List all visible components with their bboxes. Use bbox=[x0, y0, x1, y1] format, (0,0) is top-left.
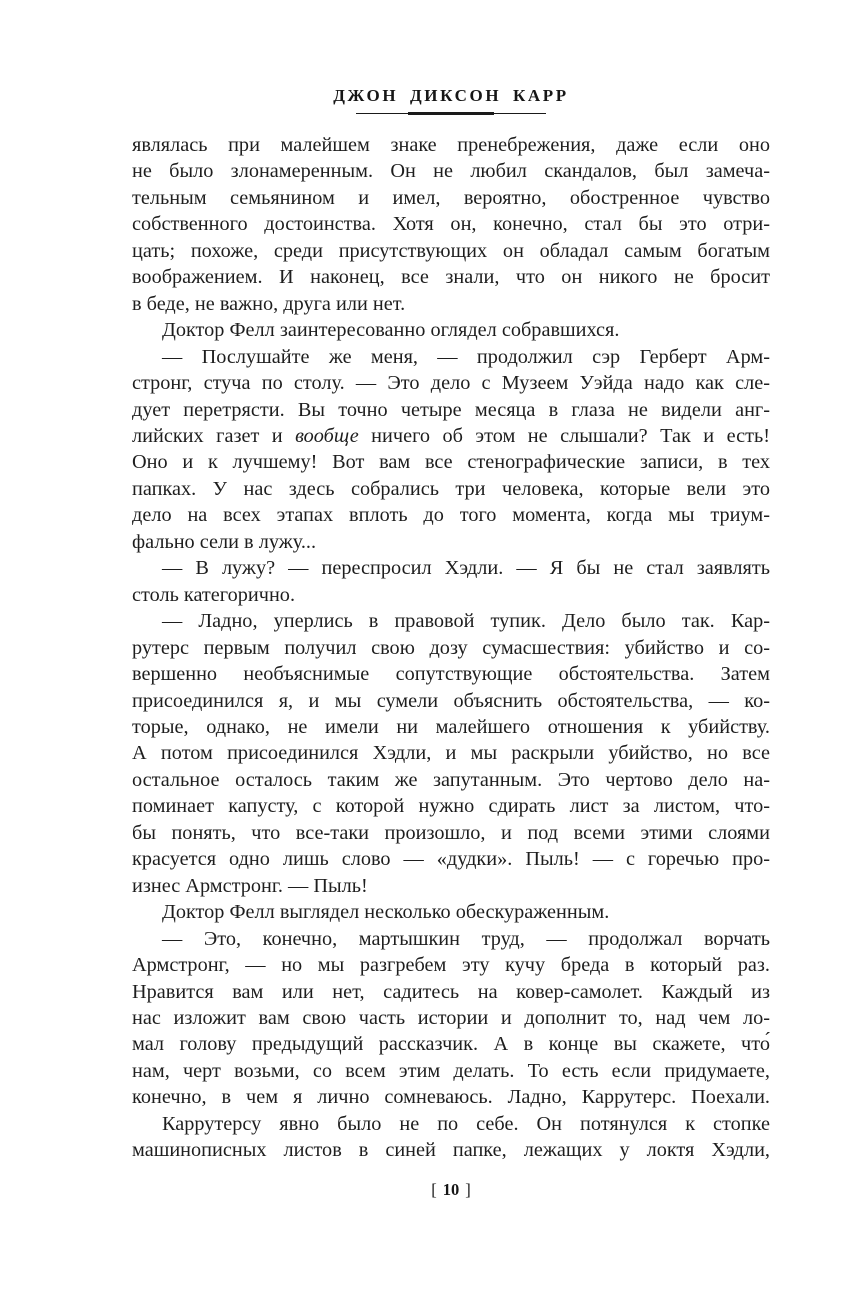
text-line bbox=[132, 661, 770, 687]
text-segment: Армстронг, — но мы разгребем эту кучу бреда в который раз. bbox=[132, 954, 770, 977]
text-segment: нас изложит вам свою часть истории и дополнит то, над чем ло- bbox=[132, 1006, 770, 1029]
text-segment: в беде, не важно, друга или нет. bbox=[132, 292, 406, 315]
text-segment: красуется одно лишь слово — «дудки». Пыль! — с горечью про- bbox=[132, 848, 770, 871]
text-segment: Доктор Фелл заинтересованно оглядел собравшихся. bbox=[162, 319, 620, 342]
text-line bbox=[132, 1084, 770, 1110]
text-segment: А потом присоединился Хэдли, и мы раскрыли убийство, но все bbox=[132, 742, 770, 765]
text-line bbox=[132, 740, 770, 766]
text-line bbox=[132, 714, 770, 740]
text-line bbox=[132, 952, 770, 978]
text-segment: мал голову предыдущий рассказчик. А в конце вы скажете, что́ bbox=[132, 1033, 770, 1056]
text-line bbox=[132, 158, 770, 184]
text-line bbox=[132, 397, 770, 423]
text-segment: цать; похоже, среди присутствующих он обладал самым богатым bbox=[132, 239, 770, 262]
text-segment: столь категорично. bbox=[132, 583, 296, 606]
page-number: 10 bbox=[442, 1180, 460, 1199]
text-line bbox=[132, 846, 770, 872]
text-segment: — Это, конечно, мартышкин труд, — продолжал ворчать bbox=[162, 927, 770, 950]
text-line bbox=[132, 211, 770, 237]
text-line bbox=[132, 582, 770, 608]
text-line bbox=[132, 1031, 770, 1057]
text-line bbox=[132, 899, 770, 925]
text-segment: Оно и к лучшему! Вот вам все стенографические записи, в тех bbox=[132, 451, 770, 474]
text-segment: конечно, в чем я лично сомневаюсь. Ладно, Каррутерс. Поехали. bbox=[132, 1086, 770, 1109]
text-segment: дело на всех этапах вплоть до того момента, когда мы триум- bbox=[132, 504, 770, 527]
text-segment: фально сели в лужу... bbox=[132, 530, 317, 553]
text-segment: — Ладно, уперлись в правовой тупик. Дело было так. Кар- bbox=[162, 610, 770, 633]
text-line bbox=[132, 476, 770, 502]
text-segment: Нравится вам или нет, садитесь на ковер-самолет. Каждый из bbox=[132, 980, 770, 1003]
text-line bbox=[132, 1005, 770, 1031]
text-line bbox=[132, 688, 770, 714]
text-segment: машинописных листов в синей папке, лежащих у локтя Хэдли, bbox=[132, 1139, 770, 1162]
text-segment: Каррутерсу явно было не по себе. Он потянулся к стопке bbox=[162, 1112, 770, 1135]
text-line bbox=[132, 926, 770, 952]
page-footer bbox=[132, 1180, 770, 1200]
text-line bbox=[132, 185, 770, 211]
text-segment: дует перетрясти. Вы точно четыре месяца в глаза не видели анг- bbox=[132, 398, 770, 421]
divider-thick-line bbox=[408, 112, 494, 115]
text-segment: являлась при малейшем знаке пренебрежения, даже если оно bbox=[132, 134, 770, 156]
text-line bbox=[132, 820, 770, 846]
text-segment: тельным семьянином и имел, вероятно, обостренное чувство bbox=[132, 186, 770, 209]
text-segment: нам, черт возьми, со всем этим делать. То есть если придумаете, bbox=[132, 1059, 770, 1082]
text-line bbox=[132, 608, 770, 634]
text-line bbox=[132, 370, 770, 396]
header-divider bbox=[356, 112, 546, 115]
text-segment: Доктор Фелл выглядел несколько обескураженным. bbox=[162, 901, 610, 924]
text-segment: папках. У нас здесь собрались три человека, которые вели это bbox=[132, 477, 770, 500]
text-line bbox=[132, 873, 770, 899]
text-segment: рутерс первым получил свою дозу сумасшествия: убийство и со- bbox=[132, 636, 770, 659]
text-line bbox=[132, 555, 770, 581]
text-segment: поминает капусту, с которой нужно сдирать лист за листом, что- bbox=[132, 795, 770, 818]
italic-text-segment: вообще bbox=[295, 424, 359, 447]
text-line bbox=[132, 317, 770, 343]
text-segment: бы понять, что все-таки произошло, и под всеми этими слоями bbox=[132, 821, 770, 844]
text-line bbox=[132, 979, 770, 1005]
text-line bbox=[132, 264, 770, 290]
text-line bbox=[132, 1058, 770, 1084]
running-head bbox=[132, 86, 770, 115]
body-text bbox=[132, 132, 770, 1164]
text-segment: лийских газет и bbox=[132, 424, 296, 447]
text-segment: вершенно необъяснимые сопутствующие обстоятельства. Затем bbox=[132, 663, 770, 686]
text-line bbox=[132, 291, 770, 317]
text-line bbox=[132, 1137, 770, 1163]
text-segment: стронг, стуча по столу. — Это дело с Музеем Уэйда надо как сле- bbox=[132, 372, 770, 395]
text-line bbox=[132, 449, 770, 475]
text-line bbox=[132, 132, 770, 158]
author-header: ДЖОН ДИКСОН КАРР bbox=[333, 86, 569, 105]
text-line bbox=[132, 502, 770, 528]
text-segment: — Послушайте же меня, — продолжил сэр Герберт Арм- bbox=[162, 345, 770, 368]
folio-bracket-open: [ bbox=[431, 1180, 437, 1199]
text-segment: торые, однако, не имели ни малейшего отношения к убийству. bbox=[132, 715, 770, 738]
text-line bbox=[132, 1111, 770, 1137]
text-segment: воображением. И наконец, все знали, что он никого не бросит bbox=[132, 266, 770, 289]
text-segment: присоединился я, и мы сумели объяснить обстоятельства, — ко- bbox=[132, 689, 770, 712]
folio-bracket-close: ] bbox=[465, 1180, 471, 1199]
text-segment: собственного достоинства. Хотя он, конечно, стал бы это отри- bbox=[132, 213, 770, 236]
text-segment: остальное осталось таким же запутанным. Это чертово дело на- bbox=[132, 768, 770, 791]
text-line bbox=[132, 793, 770, 819]
text-segment: изнес Армстронг. — Пыль! bbox=[132, 874, 368, 897]
text-segment: ничего об этом не слышали? Так и есть! bbox=[358, 424, 770, 447]
text-line bbox=[132, 635, 770, 661]
text-line bbox=[132, 344, 770, 370]
text-line bbox=[132, 238, 770, 264]
text-line bbox=[132, 529, 770, 555]
text-segment: — В лужу? — переспросил Хэдли. — Я бы не стал заявлять bbox=[162, 557, 770, 580]
text-segment: не было злонамеренным. Он не любил скандалов, был замеча- bbox=[132, 160, 770, 183]
text-line bbox=[132, 767, 770, 793]
text-line bbox=[132, 423, 770, 449]
